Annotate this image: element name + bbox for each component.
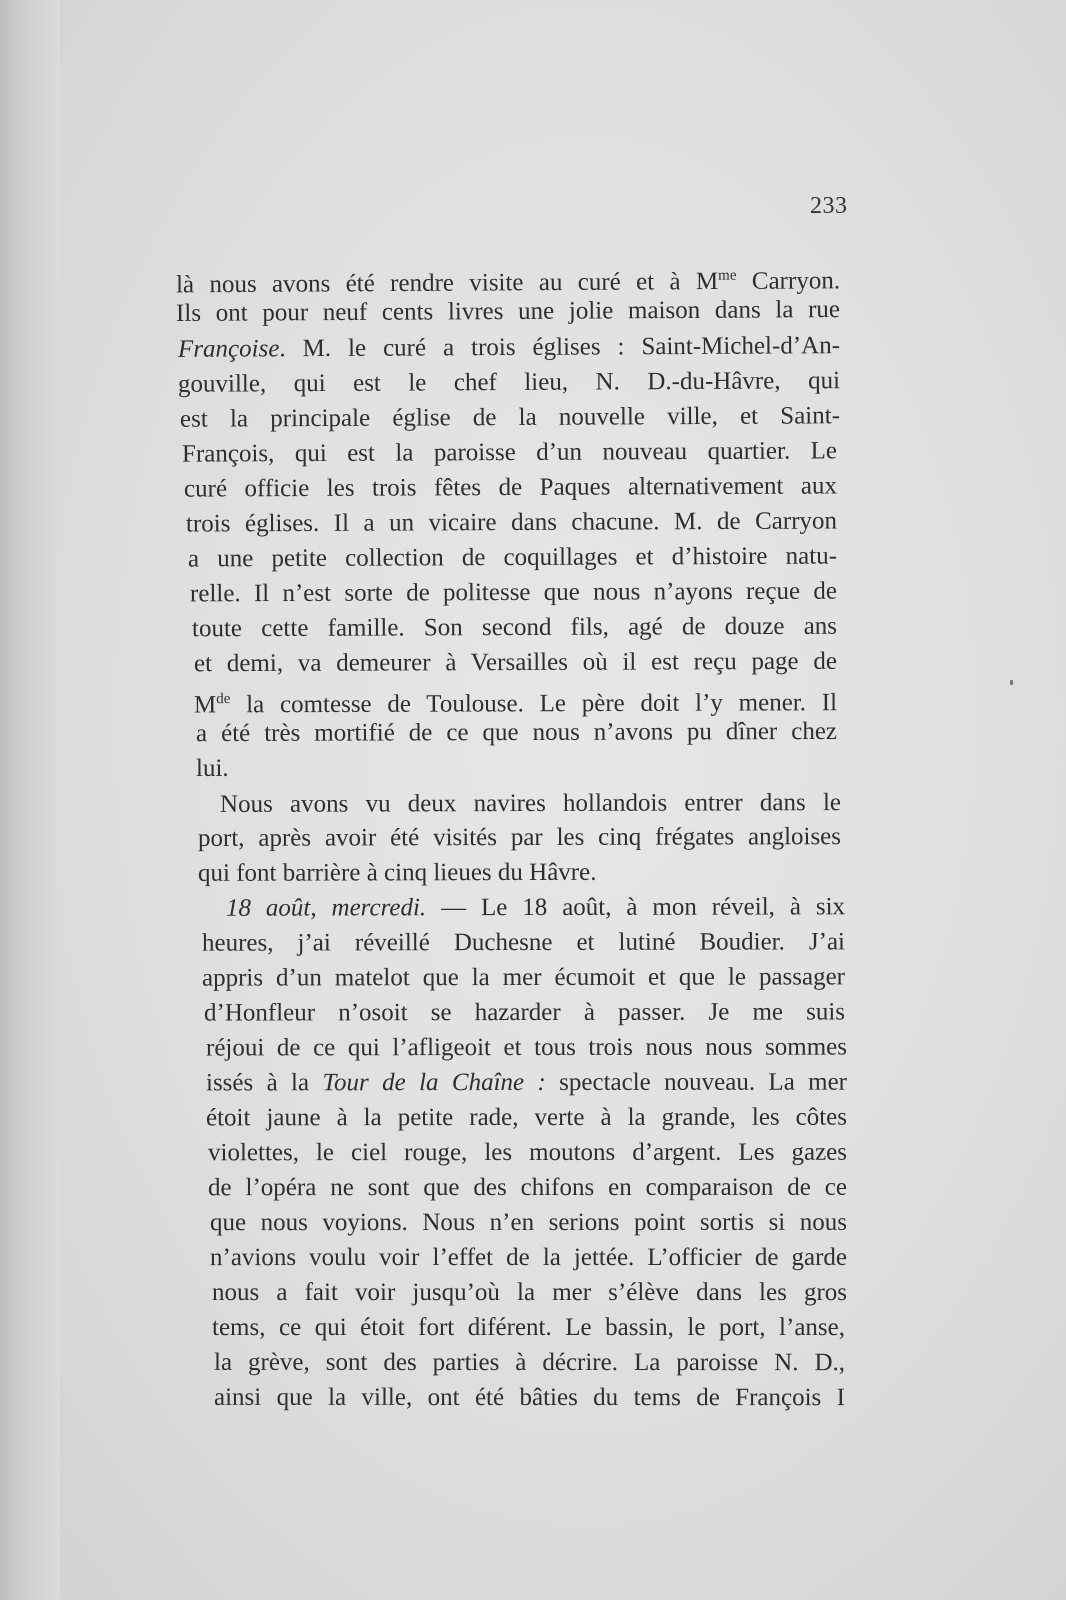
text-line: violettes, le ciel rouge, les moutons d’argent. Les gazes: [207, 1138, 848, 1167]
text-line: ainsi que la ville, ont été bâties du tems de François I: [213, 1383, 846, 1412]
text-line: François, qui est la paroisse d’un nouveau quartier. Le: [181, 437, 838, 468]
text-line: a été très mortifié de ce que nous n’avons pu dîner chez: [195, 717, 838, 748]
text-line: gouville, qui est le chef lieu, N. D.-du-Hâvre, qui: [177, 367, 841, 398]
text-line: nous a fait voir jusqu’où la mer s’élève dans les gros: [211, 1278, 848, 1307]
text-line: heures, j’ai réveillé Duchesne et lutiné Boudier. J’ai: [201, 928, 846, 957]
text-line: Nous avons vu deux navires hollandois entrer dans le: [219, 789, 842, 818]
text-line: Mde la comtesse de Toulouse. Le père doit l’y mener. Il: [193, 689, 838, 719]
page-gutter-shadow: [0, 0, 60, 1600]
page-number: 233: [810, 193, 848, 219]
text-line: lui.: [195, 754, 229, 783]
text-line: réjoui de ce qui l’afligeoit et tous trois nous nous sommes: [205, 1033, 848, 1062]
text-line: Ils ont pour neuf cents livres une jolie maison dans la rue: [175, 296, 841, 327]
paper-speck: [1010, 680, 1013, 685]
text-line: d’Honfleur n’osoit se hazarder à passer. Je me suis: [203, 998, 846, 1027]
text-line: là nous avons été rendre visite au curé et à $M^{me}$ Carryon.: [175, 267, 841, 299]
text-line: n’avions voulu voir l’effet de la jettée. L’officier de garde: [209, 1243, 848, 1272]
text-line: trois églises. Il a un vicaire dans chacune. M. de Carryon: [185, 507, 838, 538]
text-line: curé officie les trois fêtes de Paques alternativement aux: [183, 472, 838, 503]
text-line: tems, ce qui étoit fort diférent. Le bassin, le port, l’anse,: [211, 1313, 846, 1342]
text-line: et demi, va demeurer à Versailles où il est reçu page de: [193, 647, 838, 678]
text-line: appris d’un matelot que la mer écumoit et que le passager: [201, 963, 846, 992]
text-line: port, après avoir été visités par les cinq frégates angloises: [197, 823, 842, 852]
text-line: toute cette famille. Son second fils, agé de douze ans: [191, 612, 838, 643]
text-line: a une petite collection de coquillages et d’histoire natu-: [187, 542, 838, 573]
text-line: la grève, sont des parties à décrire. La paroisse N. D.,: [213, 1348, 846, 1377]
text-line: qui font barrière à cinq lieues du Hâvre.: [197, 858, 597, 887]
text-line: Françoise. M. le curé a trois églises : Saint-Michel-d’An-: [177, 332, 841, 363]
text-line: de l’opéra ne sont que des chifons en comparaison de ce: [207, 1173, 848, 1202]
text-line: étoit jaune à la petite rade, verte à la grande, les côtes: [205, 1103, 848, 1132]
text-line: 18 août, mercredi. — Le 18 août, à mon réveil, à six: [225, 893, 846, 922]
text-line: issés à la Tour de la Chaîne : spectacle nouveau. La mer: [205, 1068, 848, 1097]
text-line: que nous voyions. Nous n’en serions point sortis si nous: [209, 1208, 848, 1237]
text-line: est la principale église de la nouvelle ville, et Saint-: [179, 402, 841, 433]
text-line: relle. Il n’est sorte de politesse que nous n’ayons reçue de: [189, 577, 838, 608]
